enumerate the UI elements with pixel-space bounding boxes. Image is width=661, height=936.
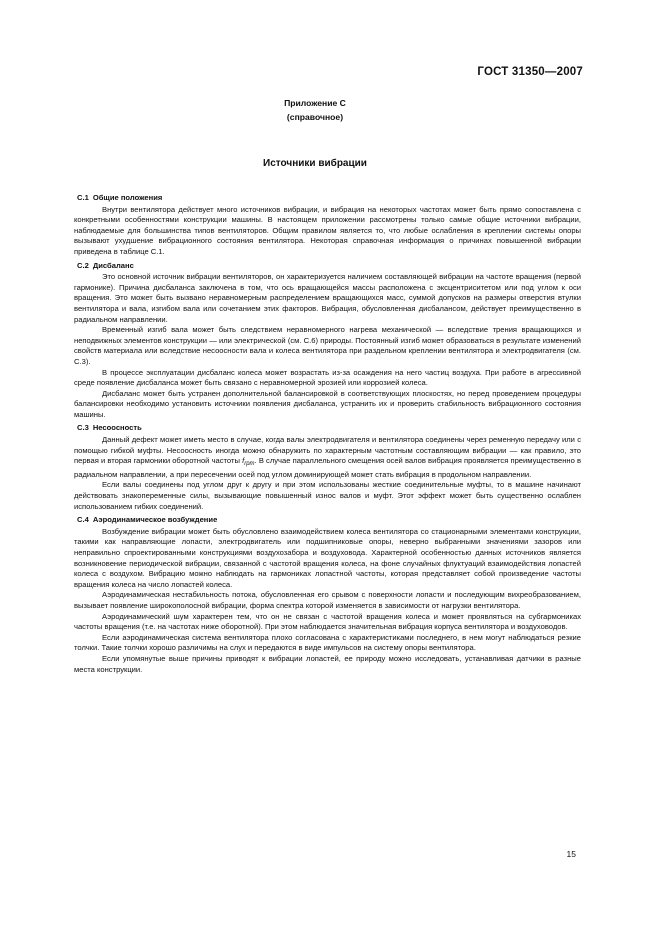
paragraph: Временный изгиб вала может быть следствием неравномерного нагрева механической — вследствие трения вращающихся и неподвижных элементов конструкции — или электрической (см. С.6) природы. Постоянный изгиб может образоваться в результате изменений свойств материала или вследствие несоосности вала и колеса вентилятора при раздельном креплении вентилятора и электродвигателя (см. С.3).	[74, 325, 581, 366]
standard-number: ГОСТ 31350—2007	[477, 66, 583, 78]
section-heading-c3	[74, 423, 581, 434]
paragraph	[74, 435, 581, 480]
frequency-symbol: f	[242, 456, 245, 466]
section-title: Общие положения	[92, 193, 163, 202]
section-number: С.2	[77, 260, 89, 270]
paragraph: Если упомянутые выше причины приводят к вибрации лопастей, ее природу можно исследовать, устанавливая датчики в разные места конструкции.	[74, 653, 581, 674]
section-number: С.3	[77, 423, 89, 433]
section-heading-c2	[74, 261, 581, 272]
appendix-title: Источники вибрации	[263, 158, 367, 169]
paragraph: Это основной источник вибрации вентиляторов, он характеризуется наличием составляющей вибрации на частоте вращения (первой гармонике). Причина дисбаланса заключена в том, что ось вращающейся массы расположена с эксцентриситетом или под углом к оси вращения. Это может быть вызвано неравномерным распределением вращающихся масс, суммой допусков на размеры отверстия втулки вентилятора и вала, изгибом вала или сочетанием этих факторов. Вибрация, обусловленная дисбалансом, действует преимущественно в радиальном направлении.	[74, 272, 581, 324]
paragraph-text: . В случае параллельного смещения осей валов вибрация проявляется преимущественно в радиальном направлении, а при пересечении осей под углом доминирующей может стать вибрация в продольном направлении.	[74, 456, 581, 479]
paragraph: Если аэродинамическая система вентилятора плохо согласована с характеристиками последнего, в нем могут наблюдаться резкие толчки. Такие толчки хорошо различимы на слух и передаются в виде импульсов на систему опоры вентилятора.	[74, 632, 581, 653]
section-title: Аэродинамическое возбуждение	[92, 515, 218, 525]
appendix-label: Приложение С	[284, 98, 346, 108]
paragraph: Аэродинамический шум характерен тем, что он не связан с частотой вращения колеса и может проявляться на субгармониках частоты вращения (т.е. на частотах ниже оборотной). При этом наблюдается значительная вибрация корпуса вентилятора и воздуховодов.	[74, 611, 581, 632]
appendix-heading	[0, 96, 630, 124]
page-number: 15	[566, 849, 576, 859]
paragraph-text: Данный дефект может иметь место в случае, когда валы электродвигателя и вентилятора соединены через ременную передачу или с помощью гибкой муфты. Несоосность иногда можно обнаружить по характерным частотным составляющим вибрации — как правило, это первая и вторая гармоники оборотной частоты	[74, 435, 581, 466]
section-title: Дисбаланс	[92, 260, 134, 270]
section-heading-c4	[74, 515, 581, 526]
paragraph: Если валы соединены под углом друг к другу и при этом использованы жесткие соединительные муфты, то в машине начинают действовать знакопеременные силы, вызывающие повышенный износ валов и муфт. Этот эффект может быть существенно ослаблен использованием гибких соединений.	[74, 480, 581, 511]
paragraph: Внутри вентилятора действует много источников вибрации, и вибрация на некоторых частотах может быть прямо сопоставлена с конкретными особенностями конструкции машины. В настоящем приложении рассмотрены только самые общие источники вибрации, наблюдаемые для большинства типов вентиляторов. Общим правилом является то, что любые ослабления в креплении системы опоры вызывают ухудшение вибрационного состояния вентилятора. Некоторая справочная информация о причинах повышенной вибрации приведена в таблице С.1.	[74, 204, 581, 256]
appendix-type: (справочное)	[286, 112, 344, 122]
paragraph: В процессе эксплуатации дисбаланс колеса может возрастать из-за осаждения на него частиц воздуха. При работе в агрессивной среде появление дисбаланса может быть связано с неравномерной эрозией или коррозией колеса.	[74, 367, 581, 388]
section-number: С.1	[77, 193, 89, 202]
paragraph: Аэродинамическая нестабильность потока, обусловленная его срывом с поверхности лопасти и последующим вихреобразованием, вызывает появление широкополосной вибрации, форма спектра которой изменяется в зависимости от нагрузки вентилятора.	[74, 590, 581, 610]
section-heading-c1	[74, 193, 581, 204]
paragraph: Дисбаланс может быть устранен дополнительной балансировкой в соответствующих плоскостях, но перед проведением процедуры балансировки необходимо установить источники появления дисбаланса, устранить их и проверить стабильность вибрационного состояния машины.	[74, 388, 581, 419]
document-body	[74, 190, 581, 675]
section-title: Несоосность	[92, 423, 142, 433]
paragraph: Возбуждение вибрации может быть обусловлено взаимодействием колеса вентилятора со стационарными элементами конструкции, такими как направляющие лопасти, электродвигатель или подшипниковые опоры, неверно выбранными значениями зазоров или неправильно спроектированными конструкциями воздухозабора и воздуховода. Характерной особенностью данных источников является возникновение периодической вибрации, связанной с частотой вращения колеса, на фоне случайных флуктуаций взаимодействия лопастей колеса с воздухом. Вибрацию можно наблюдать на гармониках лопастной частоты, которая представляет собой произведение частоты вращения колеса на число лопастей колеса.	[74, 526, 581, 589]
frequency-subscript: rpm	[244, 461, 255, 468]
section-number: С.4	[77, 515, 89, 525]
